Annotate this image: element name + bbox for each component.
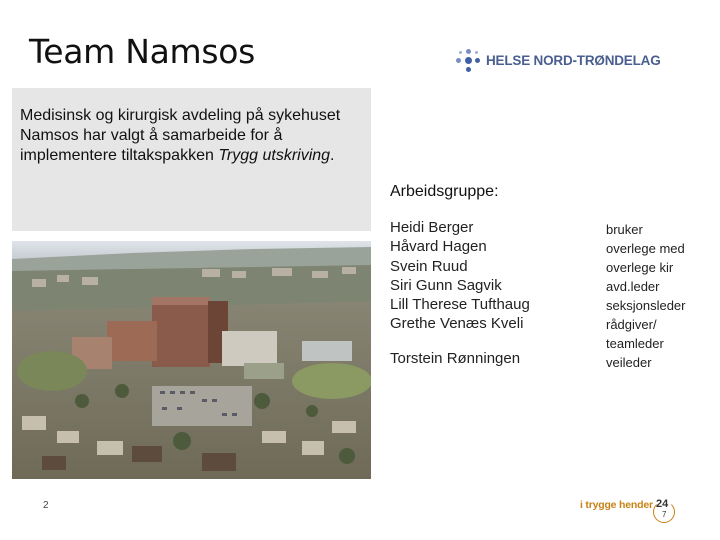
member-role: seksjonsleder xyxy=(606,298,686,313)
member-name: Heidi Berger xyxy=(390,219,474,236)
intro-italic: Trygg utskriving xyxy=(218,147,331,164)
member-role: veileder xyxy=(606,355,652,370)
page-number: 2 xyxy=(43,500,49,511)
member-name: Torstein Rønningen xyxy=(390,350,521,367)
dots-logo-icon xyxy=(455,47,483,73)
member-name: Grethe Venæs Kveli xyxy=(390,315,524,333)
member-role: teamleder xyxy=(606,336,664,351)
member-name: Svein Ruud xyxy=(390,257,468,275)
helse-nord-trondelag-logo xyxy=(455,47,661,73)
intro-textbox xyxy=(12,88,371,231)
hospital-aerial-photo xyxy=(12,241,371,479)
intro-text: Medisinsk og kirurgisk avdeling på sykehuset Namsos har valgt å samarbeide for å implementere tiltakspakken Trygg utskriving. xyxy=(20,107,341,164)
role-list xyxy=(606,220,686,372)
footer-logo-number: 24 xyxy=(656,498,669,510)
logo-text: HELSE NORD-TRØNDELAG xyxy=(486,52,661,68)
member-list xyxy=(390,218,530,334)
member-role: rådgiver/ xyxy=(606,317,657,332)
slide-title: Team Namsos xyxy=(29,32,256,71)
member-name: Håvard Hagen xyxy=(390,238,487,256)
member-name: Siri Gunn Sagvik xyxy=(390,276,502,294)
workgroup-heading: Arbeidsgruppe: xyxy=(390,183,499,200)
footer-logo-text: i trygge hender xyxy=(580,499,653,511)
member-role: avd.leder xyxy=(606,279,660,294)
member-name: Lill Therese Tufthaug xyxy=(390,296,530,314)
member-role: overlege med xyxy=(606,241,685,256)
member-role: overlege kir xyxy=(606,260,674,275)
trygge-hender-logo xyxy=(580,497,680,525)
member-role: bruker xyxy=(606,222,643,237)
footer-logo-number-sub: 7 xyxy=(662,510,667,519)
